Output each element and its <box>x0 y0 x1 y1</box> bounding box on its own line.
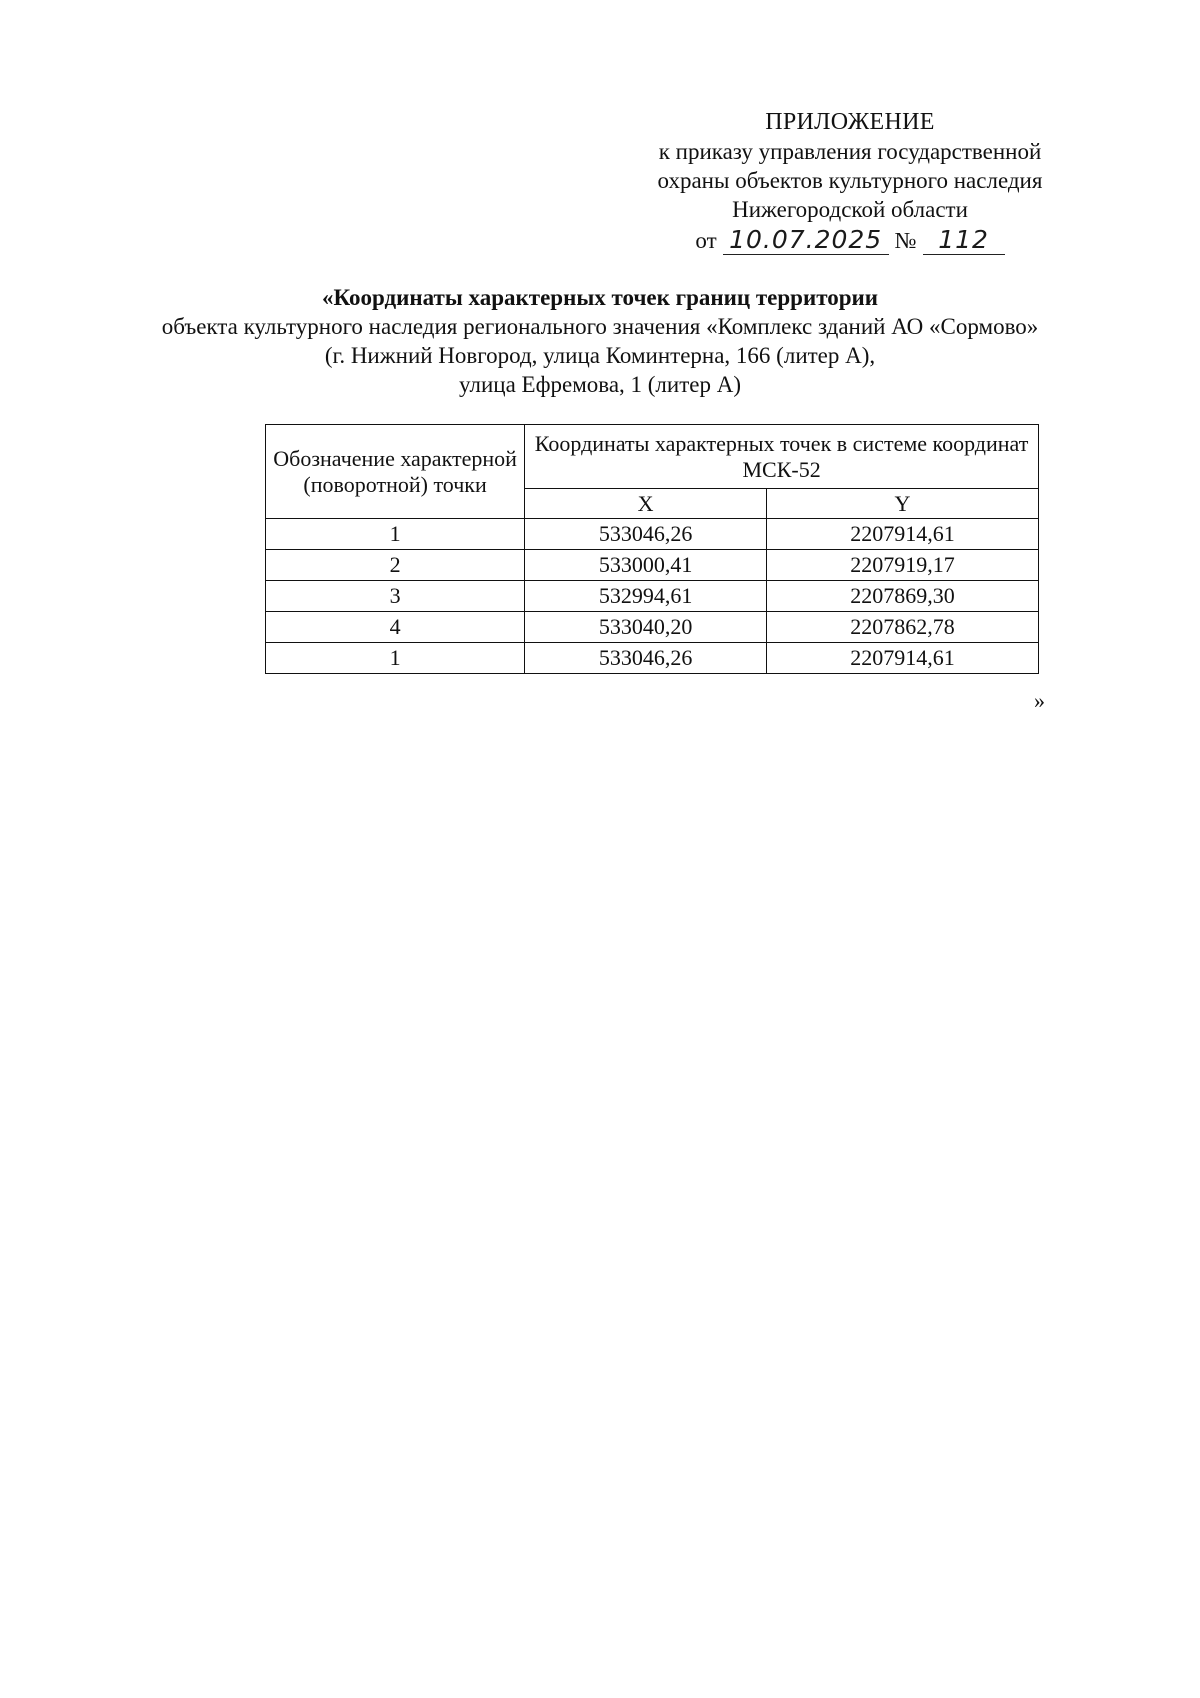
appendix-line-1: к приказу управления государственной <box>658 139 1042 164</box>
x-coordinate-cell: 533040,20 <box>525 612 767 643</box>
order-date-number-line <box>695 226 1004 255</box>
y-column-header: Y <box>767 489 1039 519</box>
appendix-title: ПРИЛОЖЕНИЕ <box>765 109 935 135</box>
handwritten-number: 112 <box>923 226 1005 255</box>
title-bold-line: «Координаты характерных точек границ территории <box>321 285 879 310</box>
coordinates-system-header: Координаты характерных точек в системе координат МСК-52 <box>525 425 1039 489</box>
number-prefix: № <box>894 228 917 253</box>
date-prefix: от <box>695 228 717 253</box>
handwritten-date: 10.07.2025 <box>723 226 889 255</box>
table-row <box>266 581 1039 612</box>
title-line-1: объекта культурного наследия регионального значения «Комплекс зданий АО «Сормово» <box>161 314 1039 339</box>
x-coordinate-cell: 533046,26 <box>525 519 767 550</box>
x-coordinate-cell: 533046,26 <box>525 643 767 674</box>
y-coordinate-cell: 2207869,30 <box>767 581 1039 612</box>
title-line-2: (г. Нижний Новгород, улица Коминтерна, 166 (литер А), <box>324 343 876 368</box>
table-header-row <box>266 425 1039 489</box>
document-title <box>100 283 1100 399</box>
x-coordinate-cell: 532994,61 <box>525 581 767 612</box>
table-row <box>266 612 1039 643</box>
point-cell: 2 <box>266 550 525 581</box>
x-coordinate-cell: 533000,41 <box>525 550 767 581</box>
point-cell: 1 <box>266 519 525 550</box>
table-row <box>266 550 1039 581</box>
y-coordinate-cell: 2207914,61 <box>767 643 1039 674</box>
closing-quote: » <box>1034 688 1045 713</box>
point-cell: 4 <box>266 612 525 643</box>
appendix-line-3: Нижегородской области <box>732 197 968 222</box>
appendix-header <box>600 108 1100 255</box>
x-column-header: X <box>525 489 767 519</box>
point-designation-header: Обозначение характерной (поворотной) точки <box>266 425 525 519</box>
table-row <box>266 643 1039 674</box>
point-cell: 1 <box>266 643 525 674</box>
title-line-3: улица Ефремова, 1 (литер А) <box>459 372 741 397</box>
point-cell: 3 <box>266 581 525 612</box>
table-row <box>266 519 1039 550</box>
appendix-line-2: охраны объектов культурного наследия <box>657 168 1043 193</box>
y-coordinate-cell: 2207919,17 <box>767 550 1039 581</box>
y-coordinate-cell: 2207862,78 <box>767 612 1039 643</box>
coordinates-table <box>265 424 1039 674</box>
y-coordinate-cell: 2207914,61 <box>767 519 1039 550</box>
